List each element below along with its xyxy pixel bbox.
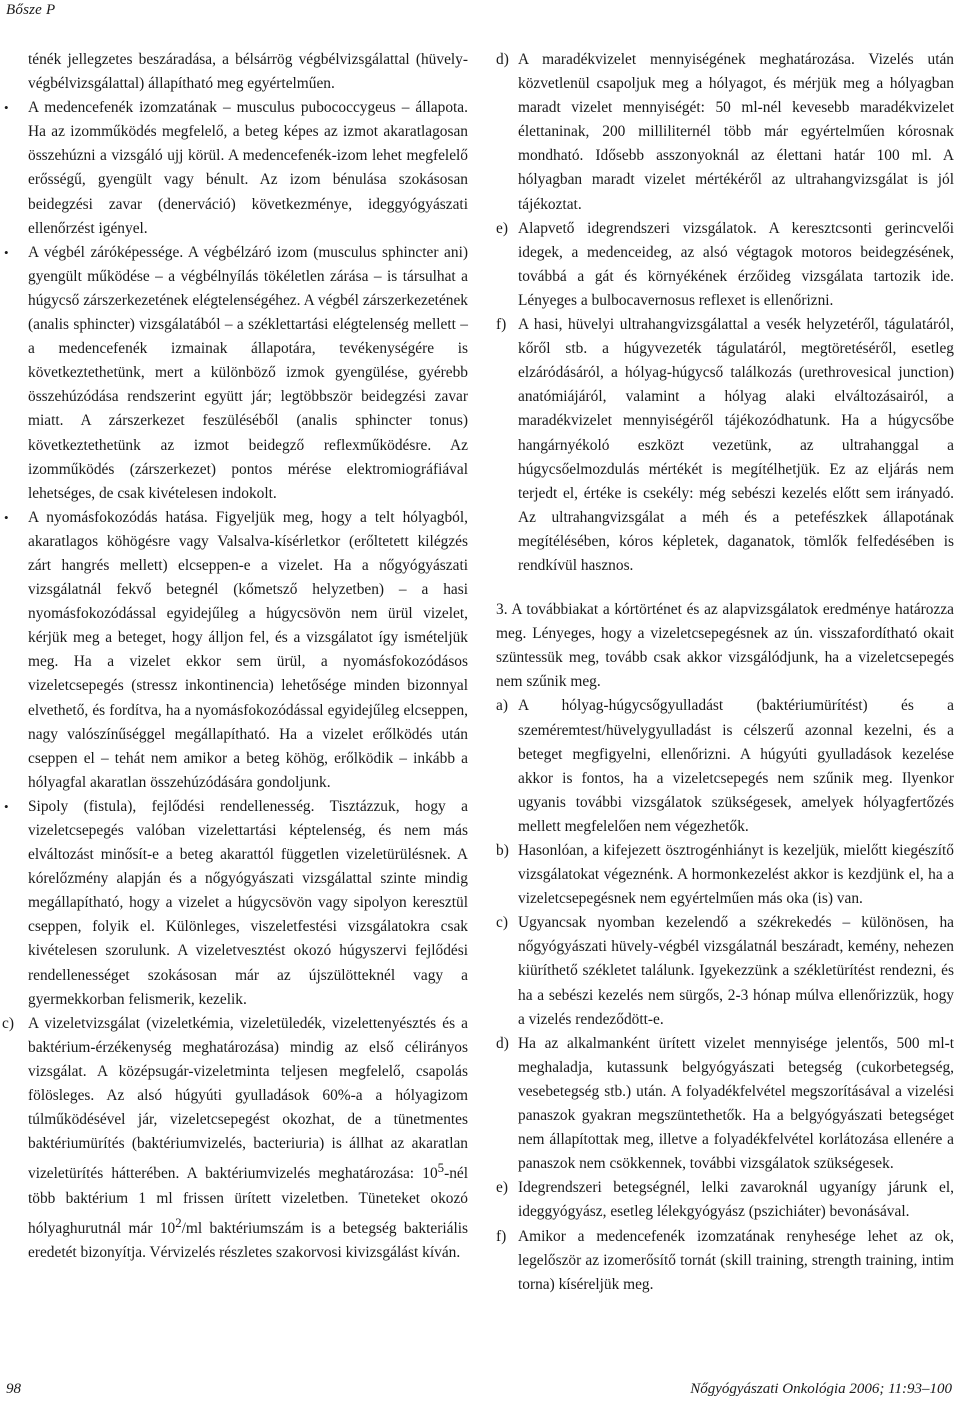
bullet-text: A nyomásfokozódás hatása. Figyeljük meg, hogy a telt hólyagból, akaratlagos köhögésre vagy Valsalva-kísérletkor (erőltetett kilégzés zárt hangrés mellett) elcseppen-e a vizelet. Ha a nőgyógyászati vizsgálatnál fekvő betegnél (kőmetsző helyzetben) – a hasi nyomásfokozódással egyidejűleg a húgycsövön nem ürül vizelet, kérjük meg a beteget, hogy álljon fel, és a vizsgálatot így ismételjük meg. Ha a vizelet ekkor sem ürül, a nyomásfokozódásos vizeletcsepegés (stressz inkontinencia) lehetősége minden bizonnyal elvethető, és fordítva, ha a nyomásfokozódással egyidejűleg elcseppen, nagy valószínűséggel megállapítható. Ha a vizelet erőlködés után cseppen el – tehát nem amikor a beteg köhög, erőlködik – inkább a hólyagfal akaratlan összehúzódására gondoljunk. (28, 508, 468, 791)
bullet-item-rectal-closure (4, 241, 468, 506)
list-item-b-estrogen (496, 839, 954, 911)
list-text: Hasonlóan, a kifejezett ösztrogénhiányt is kezeljük, mielőtt kiegészítő vizsgálatokat végeznénk. A hormonkezelést akkor is kezdjünk el, ha a vizeletcsepegésnek nem egyértelműen más oka (is) van. (518, 842, 954, 908)
bullet-text: A medencefenék izomzatának – musculus pubococcygeus – állapota. Ha az izomműködés megfelelő, a beteg képes az izmot akaratlagosan összehúzni a vizsgáló ujj körül. A medencefenék-izom lehet megfelelő erősségű, gyengült vagy bénult. Az izom bénulása szokásosan beidegzési zavar (denerváció) következménye, ideggyógyászati ellenőrzést igényel. (28, 99, 468, 237)
left-column (2, 48, 468, 1265)
right-column (496, 48, 954, 1297)
superscript-exponent: 2 (175, 1215, 182, 1230)
superscript-exponent: 5 (437, 1161, 445, 1176)
list-item-c-urinalysis (2, 1012, 468, 1265)
bullet-item-pressure (4, 506, 468, 795)
list-item-e-neuro (496, 217, 954, 313)
bullet-icon: • (4, 509, 9, 525)
list-text: Ugyancsak nyomban kezelendő a székrekedés – különösen, ha nőgyógyászati hüvely-végbél vizsgálatnál beszáradt, kemény, nehezen kiüríthető székletet találunk. Igyekezzünk a székletürítést rendezni, és ha a sebészi kezelés nem sürgős, 2-3 hónap múlva ellenőrizzük, hogy a vizelés rendeződött-e. (518, 914, 954, 1028)
paragraph-gap (496, 578, 954, 598)
list-label: e) (496, 1179, 508, 1197)
bullet-icon: • (4, 798, 9, 814)
list-text: A hólyag-húgycsőgyulladást (baktériumürítést) és a szeméremtest/hüvelygyulladást is célszerű azonnal kezelni, és a beteget megfigyelni, ellenőrizni. A húgyúti gyulladások kezelése akkor is fontos, ha a vizeletcsepegés nem szűnik meg. Ilyenkor ugyanis további vizsgálatok szükségesek, amelyek hólyagfertőzés mellett megfelelően nem végezhetők. (518, 697, 954, 835)
list-text-part: -nél több baktérium 1 ml frissen ürített vizeletben. Tüneteket okozó hólyaghurutnál már 10 (28, 1165, 468, 1237)
list-text: Alapvető idegrendszeri vizsgálatok. A keresztcsonti gerincvelői idegek, a medenceideg, az alsó végtagok motoros beidegzésének, továbbá a gát és környékének érzőideg vizsgálata tartozik ide. Lényeges a bulbocavernosus reflexet is ellenőrizni. (518, 219, 954, 309)
list-label: e) (496, 219, 508, 237)
running-header-author: Bősze P (6, 2, 56, 18)
list-text: A maradékvizelet mennyiségének meghatározása. Vizelés után közvetlenül csapoljuk meg a hólyagot, és mérjük meg a hólyagban maradt vizelet mennyiségét: 50 ml-nél kevesebb maradékvizelet élettaninak, 200 milliliternél több már egyértelműen kórosnak mondható. Idősebb asszonyoknál az élettani határ 100 ml. A hólyagban maradt vizelet mértékéről az ultrahangvizsgálat is jól tájékoztat. (518, 51, 954, 213)
bullet-item-fistula (4, 795, 468, 1012)
list-item-d-residual (496, 48, 954, 217)
list-item-e-neurologic (496, 1176, 954, 1224)
list-label: a) (496, 697, 508, 715)
page-number: 98 (6, 1381, 21, 1397)
list-label: f) (496, 316, 507, 334)
list-label: b) (496, 842, 509, 859)
list-text-part: A vizeletvizsgálat (vizeletkémia, vizeletüledék, vizelettenyésztés és a baktérium-érzékenység meghatározása) mindig az első célirányos vizsgálat. A középsugár-vizeletminta teljesen megfelelő, csapolás fölösleges. Az alsó húgyúti gyulladások 60%-a a hólyagizom túlműködésével jár, vizeletcsepegést okozhat, de a tünetmentes baktériumürítés (baktériumvizelés, bacteriuria) is állhat az akaratlan vizeletürítés hátterében. A baktériumvizelés meghatározása: 10 (28, 1014, 468, 1183)
list-text: Idegrendszeri betegségnél, lelki zavaroknál ugyanígy járunk el, ideggyógyász, esetleg lélekgyógyász (pszichiáter) bevonásával. (518, 1179, 954, 1221)
list-text-part: /ml baktériumszám is a betegség bakteriális eredetét bizonyítja. Vérvizelés részletes szakorvosi kivizsgálást kíván. (28, 1219, 468, 1261)
paragraph-3: 3. A továbbiakat a kórtörténet és az alapvizsgálatok eredménye határozza meg. Lényeges, hogy a vizeletcsepegésnek az ún. visszafordítható okait szüntessük meg, tovább csak akkor vizsgálódjunk, ha a vizeletcsepegés nem szűnik meg. (496, 601, 954, 691)
list-label: f) (496, 1227, 507, 1245)
bullet-text: A végbél záróképessége. A végbélzáró izom (musculus sphincter ani) gyengült működése – a végbélnyílás tökéletlen zárása – is társulhat a húgycső zárszerkezetének elégtelenségéhez. A végbél zárszerkezetének (analis sphincter) vizsgálatából – a széklettartási elégtelenség mellett – a medencefenék izmainak állapotára, tevékenységére is következtethetünk, mert a különböző izmok gyengülése, gyérebb összehúzódása rendszerint együtt jár; legtöbbször beidegzési zavar miatt. A zárszerkezet feszüléséből (analis sphincter tonus) következtethetünk az izmot beidegző reflexműködésre. Az izomműködés (zárszerkezet) pontos mérése elektromiográfiával lehetséges, de csak kivételesen indokolt. (28, 243, 468, 502)
bullet-icon: • (4, 244, 9, 260)
list-text: Amikor a medencefenék izomzatának renyhesége lehet az ok, legelőször az izomerősítő tornát (skill training, strength training, intim torna) kíséreljük meg. (518, 1227, 954, 1293)
bullet-item-pelvic-floor (4, 96, 468, 241)
list-item-f-ultrasound (496, 313, 954, 578)
list-item-f-training (496, 1225, 954, 1297)
list-label: d) (496, 1034, 509, 1052)
list-label: d) (496, 51, 509, 68)
intro-paragraph: ténék jellegzetes beszáradása, a bélsárrög végbélvizsgálattal (hüvely-végbélvizsgálattal) állapítható meg egyértelműen. (28, 51, 468, 93)
bullet-text: Sipoly (fistula), fejlődési rendellenesség. Tisztázzuk, hogy a vizeletcsepegés valóban vizelettartási képtelenség, és nem más elváltozást minősít-e a beteg akarattól független vizeletürülésnek. A kórelőzmény alapján és a nőgyógyászati vizsgálattal szinte mindig megállapítható, hogy a vizelet a húgycsövön vagy sipolyon keresztül cseppen, folyik el. Különleges, viszeletfestési vizsgálatokra csak kivételesen szorulunk. A vizeletvesztést okozó húgyszervi fejlődési rendellenességet szokásosan már az újszülötteknél vagy a gyermekkorban felismerik, kezelik. (28, 797, 468, 1008)
journal-citation: Nőgyógyászati Onkológia 2006; 11:93–100 (690, 1381, 952, 1397)
list-text: Ha az alkalmanként ürített vizelet mennyisége jelentős, 500 ml-t meghaladja, kutassunk belgyógyászati betegség (cukorbetegség, vesebetegség stb.) után. A folyadékfelvétel megszorításával a vizelési panaszok gyakran megszüntethetők. Ha a belgyógyászati betegséget nem állapítottak meg, illetve a folyadékfelvétel korlátozása ellenére a panaszok nem csökkennek, további vizsgálatok szükségesek. (518, 1034, 954, 1173)
list-item-d-volume (496, 1032, 954, 1177)
list-item-a-infection (496, 694, 954, 839)
list-label: c) (2, 1014, 14, 1032)
list-label: c) (496, 914, 508, 932)
list-text: A hasi, hüvelyi ultrahangvizsgálattal a vesék helyzetéről, tágulatáról, kőről stb. a húgyvezeték tágulatáról, megtöretéséről, esetleg elzáródásáról, a hólyag-húgycső találkozás (urethrovesical junction) anatómiájáról, valamint a hólyag alaki elváltozásairól, a maradékvizelet mennyiségéről tájékozódhatunk. Ha a húgycsőbe hangárnyékoló eszközt vezetünk, az ultrahanggal a húgycsőelmozdulás mértékét is megítélhetjük. Ez az eljárás nem terjedt el, értéke is csekély: még sebészi kezelés előtt sem irányadó. Az ultrahangvizsgálat a méh és a petefészkek állapotának megítélésében, kóros képletek, daganatok, tömlők felfedésében is rendkívül hasznos. (518, 316, 954, 574)
list-item-c-constipation (496, 911, 954, 1031)
bullet-icon: • (4, 100, 9, 116)
